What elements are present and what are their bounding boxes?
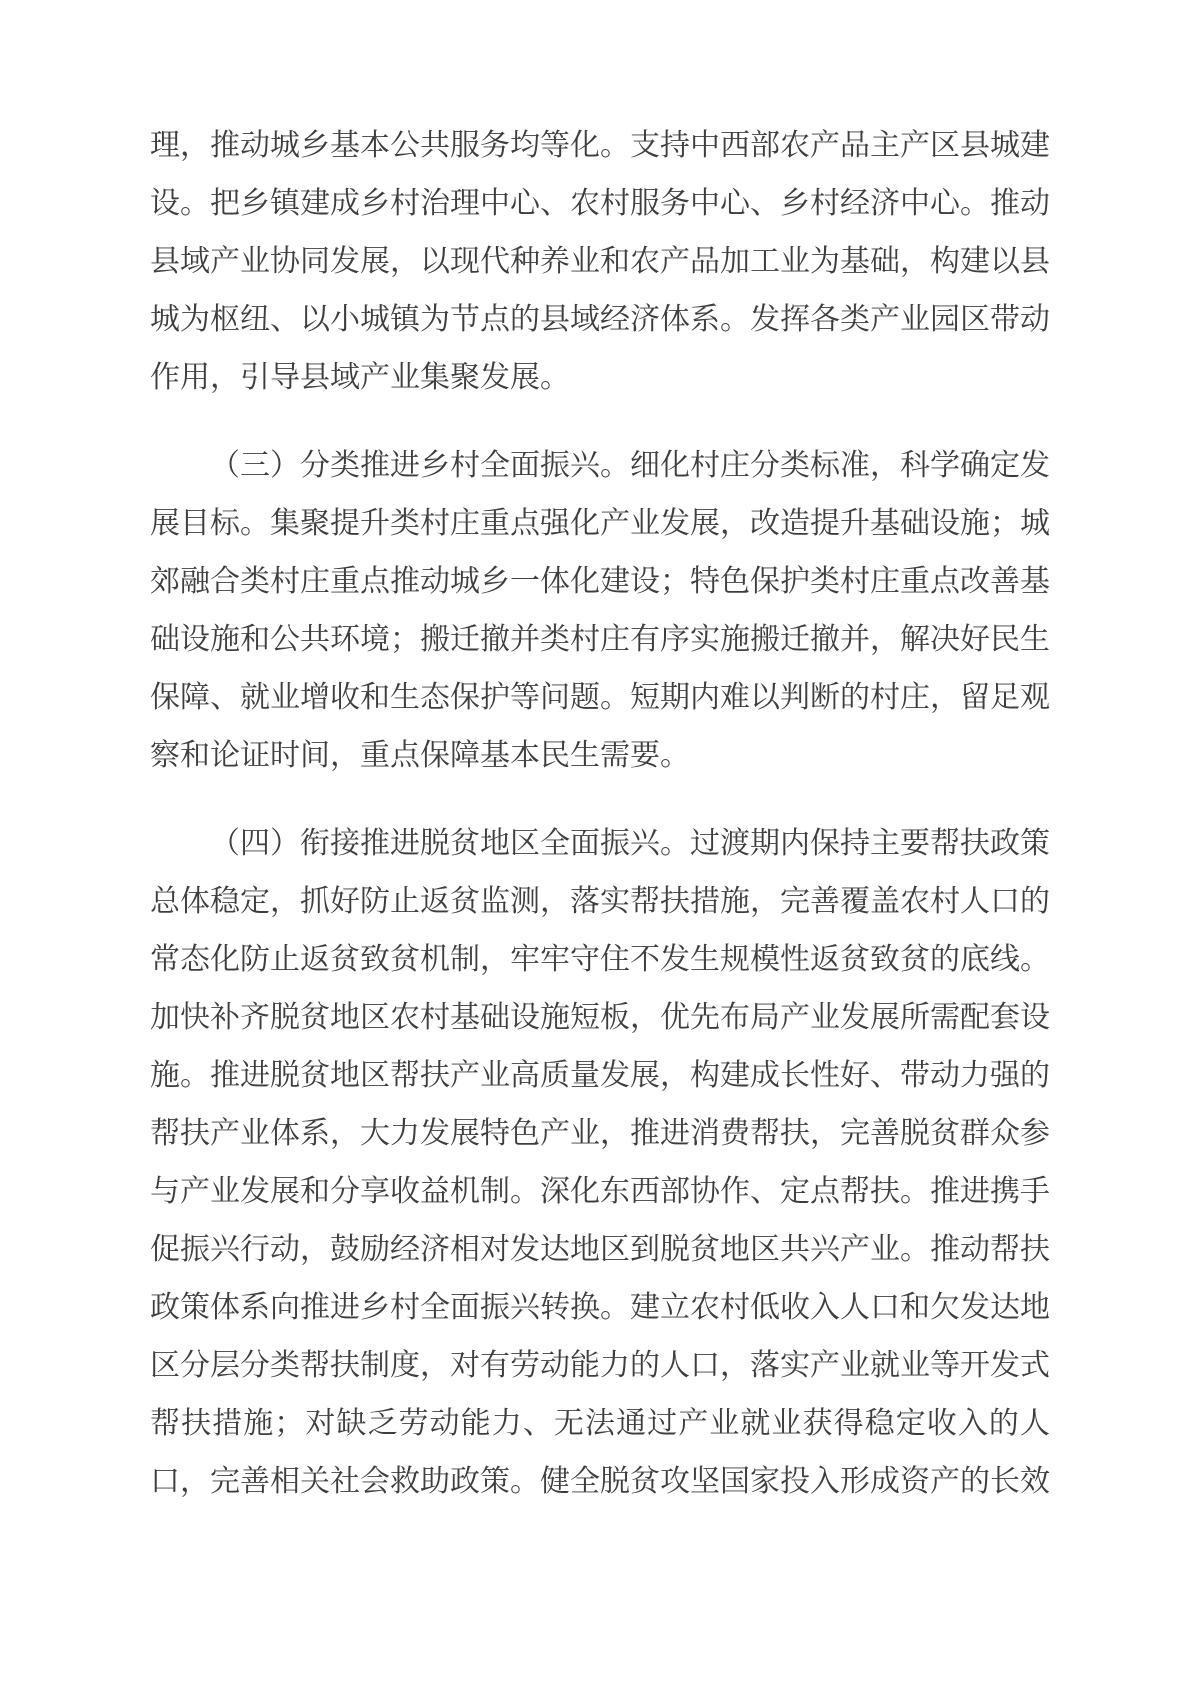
paragraph-item-four: （四）衔接推进脱贫地区全面振兴。过渡期内保持主要帮扶政策总体稳定，抓好防止返贫监测，落实帮扶措施，完善覆盖农村人口的常态化防止返贫致贫机制，牢牢守住不发生规模性返贫致贫的底线。加快补齐脱贫地区农村基础设施短板，优先布局产业发展所需配套设施。推进脱贫地区帮扶产业高质量发展，构建成长性好、带动力强的帮扶产业体系，大力发展特色产业，推进消费帮扶，完善脱贫群众参与产业发展和分享收益机制。深化东西部协作、定点帮扶。推进携手促振兴行动，鼓励经济相对发达地区到脱贫地区共兴产业。推动帮扶政策体系向推进乡村全面振兴转换。建立农村低收入人口和欠发达地区分层分类帮扶制度，对有劳动能力的人口，落实产业就业等开发式帮扶措施；对缺乏劳动能力、无法通过产业就业获得稳定收入的人口，完善相关社会救助政策。健全脱贫攻坚国家投入形成资产的长效 bbox=[150, 827, 1050, 1498]
page-text-body bbox=[150, 0, 1050, 1511]
paragraph-item-three: （三）分类推进乡村全面振兴。细化村庄分类标准，科学确定发展目标。集聚提升类村庄重点强化产业发展，改造提升基础设施；城郊融合类村庄重点推动城乡一体化建设；特色保护类村庄重点改善基础设施和公共环境；搬迁撤并类村庄有序实施搬迁撤并，解决好民生保障、就业增收和生态保护等问题。短期内难以判断的村庄，留足观察和论证时间，重点保障基本民生需要。 bbox=[150, 449, 1050, 772]
paragraph-continuation: 理，推动城乡基本公共服务均等化。支持中西部农产品主产区县城建设。把乡镇建成乡村治理中心、农村服务中心、乡村经济中心。推动县域产业协同发展，以现代种养业和农产品加工业为基础，构建以县城为枢纽、以小城镇为节点的县域经济体系。发挥各类产业园区带动作用，引导县域产业集聚发展。 bbox=[150, 129, 1050, 394]
